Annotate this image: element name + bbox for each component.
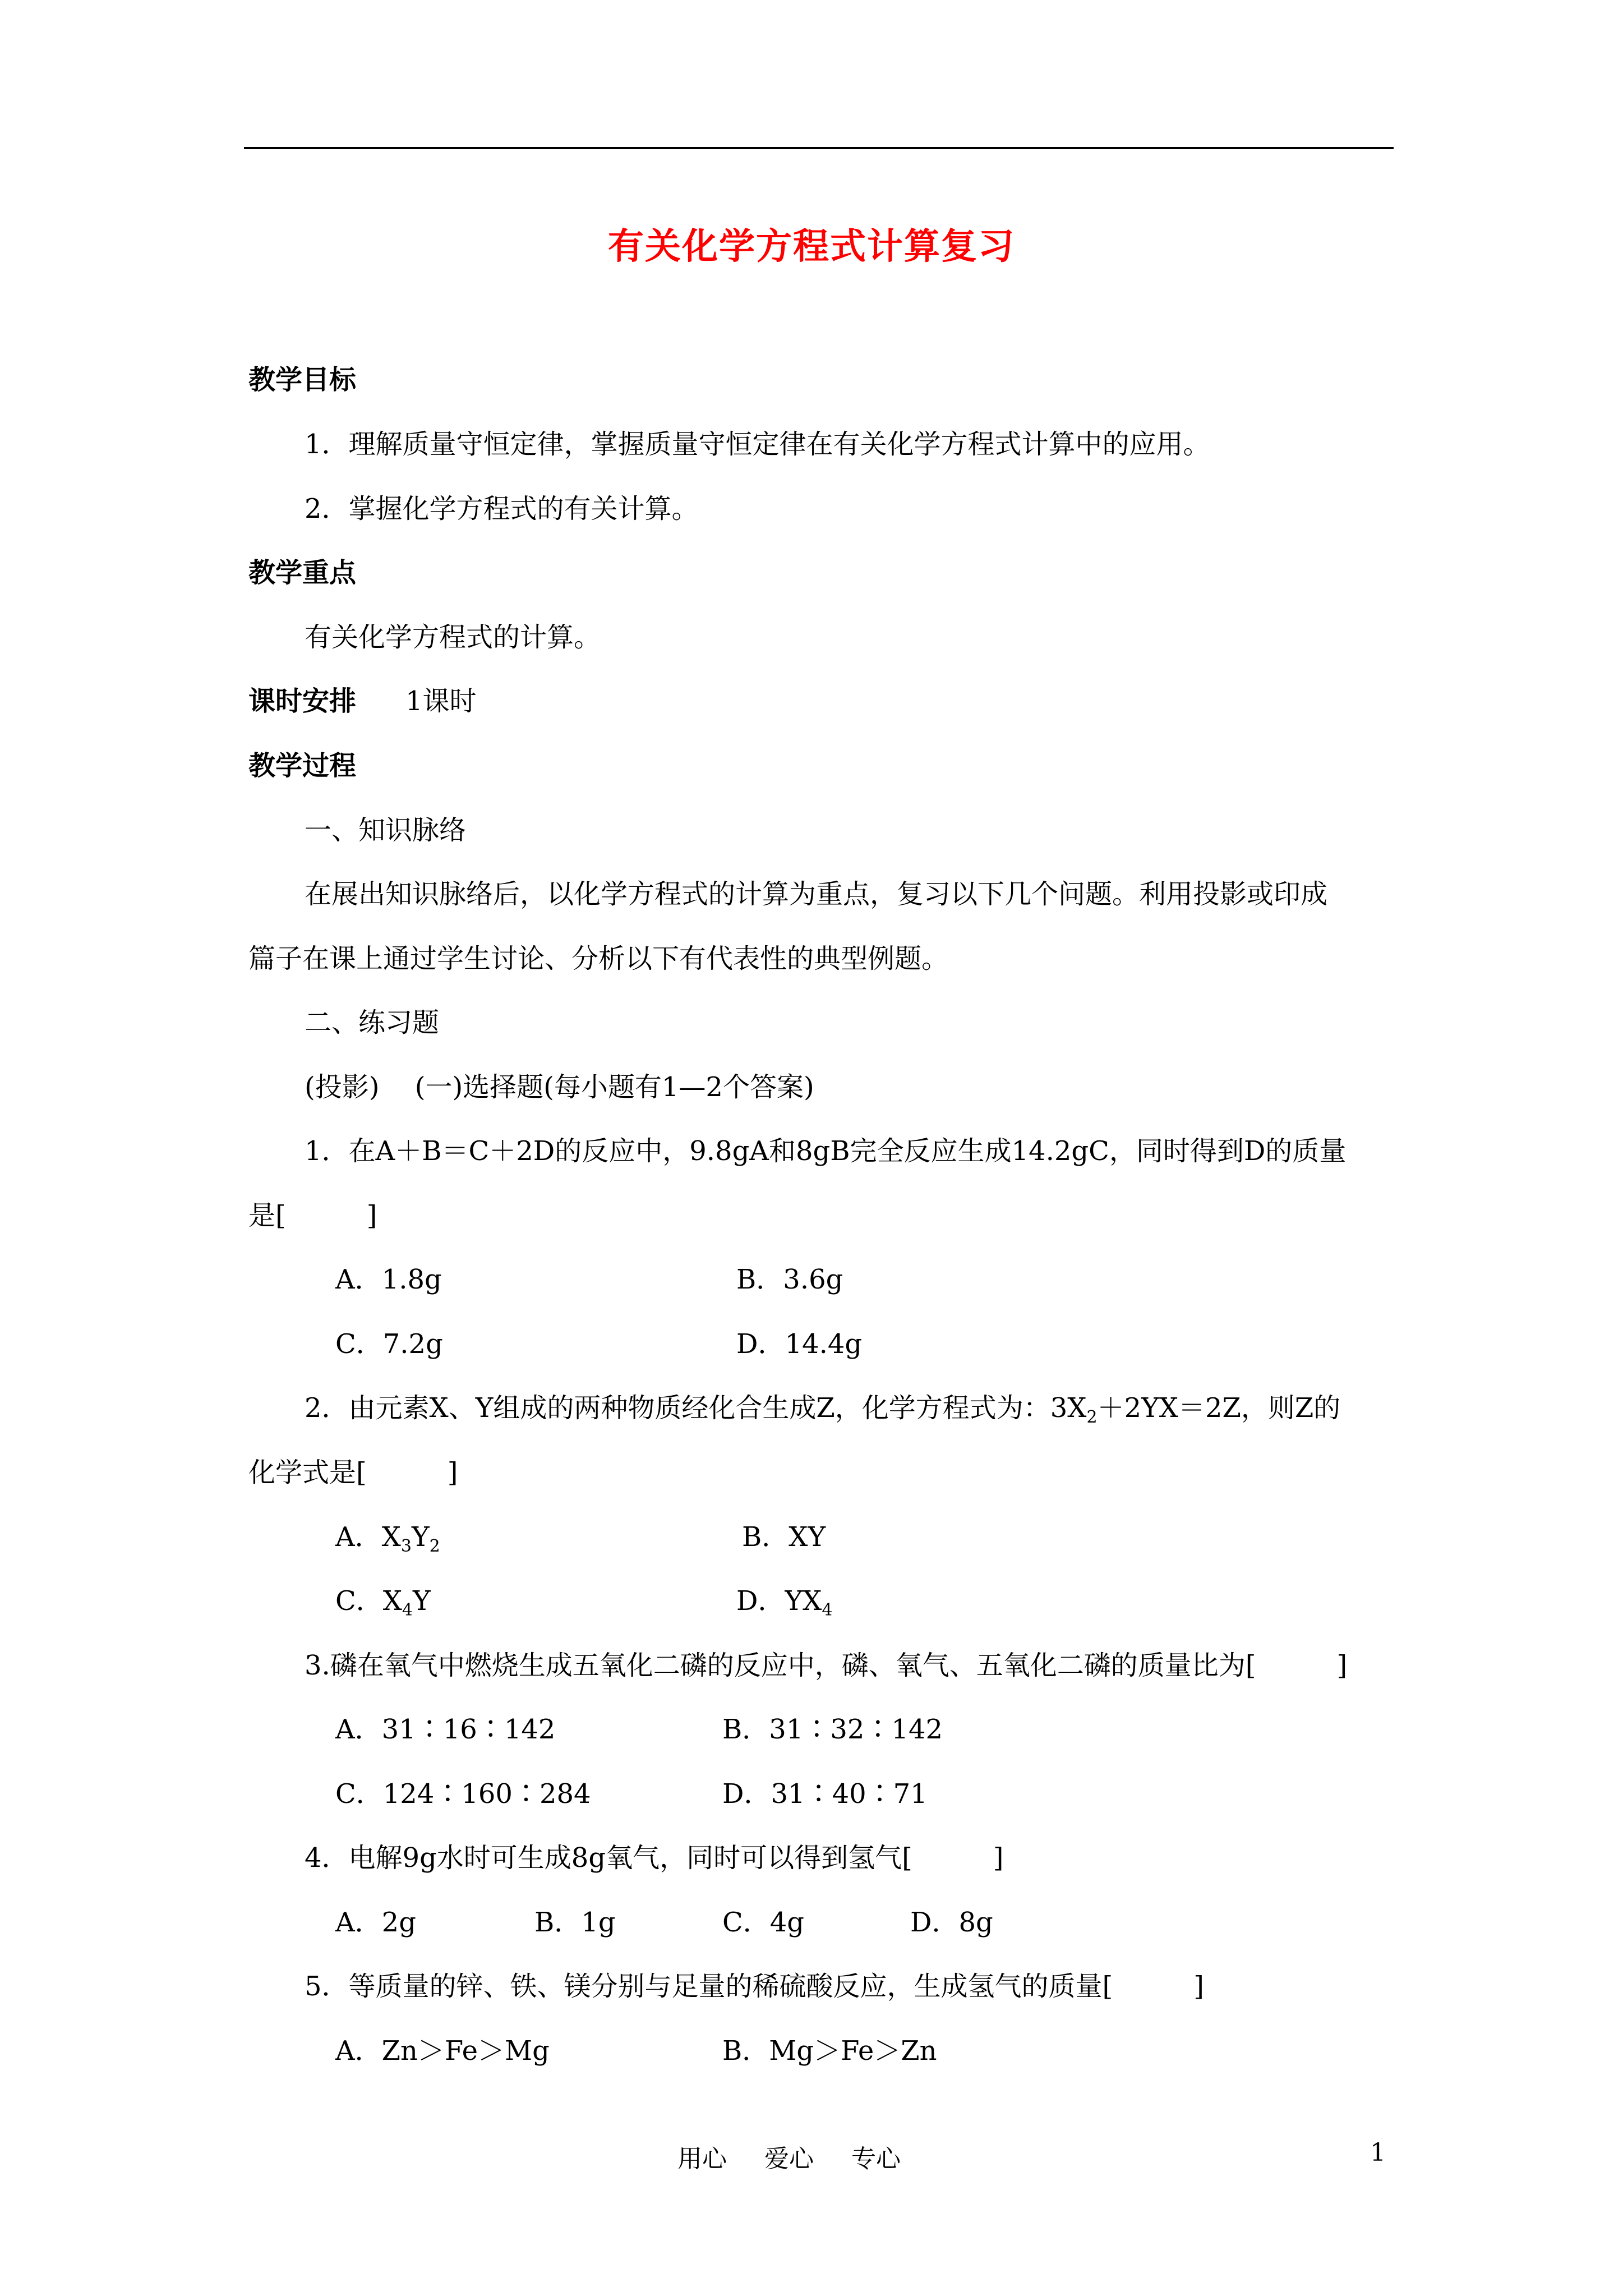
part-1-heading: 一、知识脉络 <box>305 815 467 846</box>
schedule-heading: 课时安排 <box>248 685 357 717</box>
question-3-option-d: D．31∶40∶71 <box>722 1778 928 1810</box>
question-4-line-1: 4．电解9g水时可生成8g氧气，同时可以得到氢气[ ] <box>305 1842 1004 1874</box>
header-rule <box>244 147 1394 149</box>
goals-heading: 教学目标 <box>248 364 357 395</box>
question-5-line-1: 5．等质量的锌、铁、镁分别与足量的稀硫酸反应，生成氢气的质量[ ] <box>305 1971 1204 2002</box>
question-3-option-b: B．31∶32∶142 <box>722 1714 943 1745</box>
question-5-option-a: A．Zn＞Fe＞Mg <box>335 2035 550 2067</box>
question-2-option-d: D．$YX_4$ <box>736 1585 833 1620</box>
question-4-option-c: C．4g <box>722 1907 804 1938</box>
question-1-option-c: C．7.2g <box>335 1328 443 1360</box>
question-2-line-1: 2．由元素X、Y组成的两种物质经化合生成Z，化学方程式为：$3X_2+2YX=2Z$，则Z的 <box>305 1392 1341 1427</box>
question-2-option-a: A．$X_3Y_2$ <box>335 1521 440 1556</box>
part-2-heading: 二、练习题 <box>305 1007 440 1038</box>
question-3-line-1: 3.磷在氧气中燃烧生成五氧化二磷的反应中，磷、氧气、五氧化二磷的质量比为[ ] <box>305 1650 1348 1681</box>
question-1-option-d: D．14.4g <box>736 1328 863 1360</box>
question-1-option-b: B．3.6g <box>736 1264 843 1295</box>
question-4-option-a: A．2g <box>335 1907 416 1938</box>
question-4-option-d: D．8g <box>910 1907 993 1938</box>
document-title: 有关化学方程式计算复习 <box>608 226 1015 268</box>
part-1-text-line-2: 篇子在课上通过学生讨论、分析以下有代表性的典型例题。 <box>248 943 949 974</box>
goal-item-2: 2．掌握化学方程式的有关计算。 <box>305 493 699 524</box>
question-2-line-2: 化学式是[ ] <box>248 1457 458 1488</box>
question-2-option-b: B．XY <box>742 1521 826 1553</box>
goal-item-1: 1．理解质量守恒定律，掌握质量守恒定律在有关化学方程式计算中的应用。 <box>305 429 1210 460</box>
question-1-option-a: A．1.8g <box>335 1264 442 1295</box>
focus-text: 有关化学方程式的计算。 <box>305 622 601 653</box>
page-number: 1 <box>1370 2138 1386 2167</box>
footer-motto-1: 用心 <box>677 2145 727 2173</box>
question-1-line-1: 1．在A＋B＝C＋2D的反应中，9.8gA和8gB完全反应生成14.2gC，同时得到D的质量 <box>305 1135 1347 1167</box>
question-1-line-2: 是[ ] <box>248 1200 377 1231</box>
footer-motto-3: 专心 <box>851 2145 901 2173</box>
part-1-text-line-1: 在展出知识脉络后，以化学方程式的计算为重点，复习以下几个问题。利用投影或印成 <box>305 878 1328 910</box>
question-2-option-c: C．$X_4Y$ <box>335 1585 431 1620</box>
schedule-value: 1课时 <box>405 685 477 717</box>
question-3-option-c: C．124∶160∶284 <box>335 1778 591 1810</box>
projection-note: (投影) (一)选择题(每小题有1—2个答案) <box>305 1071 814 1103</box>
footer-motto-2: 爱心 <box>764 2145 814 2173</box>
process-heading: 教学过程 <box>248 750 357 781</box>
question-3-option-a: A．31∶16∶142 <box>335 1714 556 1745</box>
focus-heading: 教学重点 <box>248 557 357 588</box>
question-5-option-b: B．Mg＞Fe＞Zn <box>722 2035 937 2067</box>
question-4-option-b: B．1g <box>534 1907 616 1938</box>
